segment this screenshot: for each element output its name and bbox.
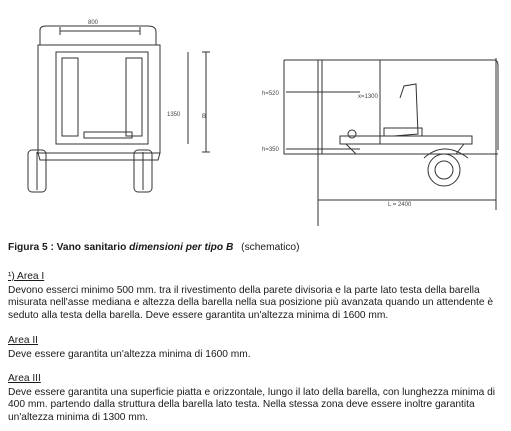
area-3-text: Deve essere garantita una superficie piatta e orizzontale, lungo il lato della barella, con lunghezza minima di 400 mm. partendo dalla struttura della barella lato testa. Nella stessa zona deve essere inoltre garantita un'altezza minima di 1300 mm. [8, 386, 496, 423]
figure-caption [8, 242, 299, 253]
caption-note: (schematico) [241, 242, 300, 253]
side-x-label: x=1300 [358, 94, 378, 100]
area-3-title: Area III [8, 373, 41, 384]
area-2-title: Area II [8, 335, 39, 346]
side-view-drawing [284, 58, 498, 226]
area-1-title: ¹) Area I [8, 271, 45, 282]
front-width-label: 800 [88, 20, 99, 26]
front-view-drawing [28, 26, 210, 192]
area-1-text: Devono esserci minimo 500 mm. tra il rivestimento della parete divisoria e la parte lato testa della barella misurata nell'asse mediana e altezza della barella nella sua posizione più avanzata quando un attendente è seduto alla testa della barella. Deve essere garantita un'altezza minima di 1600 mm. [8, 284, 494, 321]
side-length-label: L = 2400 [388, 202, 412, 208]
area-2-section [8, 335, 504, 361]
caption-emphasis: dimensioni per tipo B [129, 242, 234, 253]
front-side-mark: B [202, 114, 207, 120]
caption-label: Figura 5 : Vano sanitario [8, 242, 127, 253]
side-h1-label: h=520 [262, 91, 279, 97]
area-1-section [8, 271, 504, 322]
area-2-text: Deve essere garantita un'altezza minima di 1600 mm. [8, 348, 251, 360]
front-height-label: 1350 [167, 112, 181, 118]
area-3-section [8, 373, 504, 424]
side-h2-label: h=350 [262, 147, 279, 153]
